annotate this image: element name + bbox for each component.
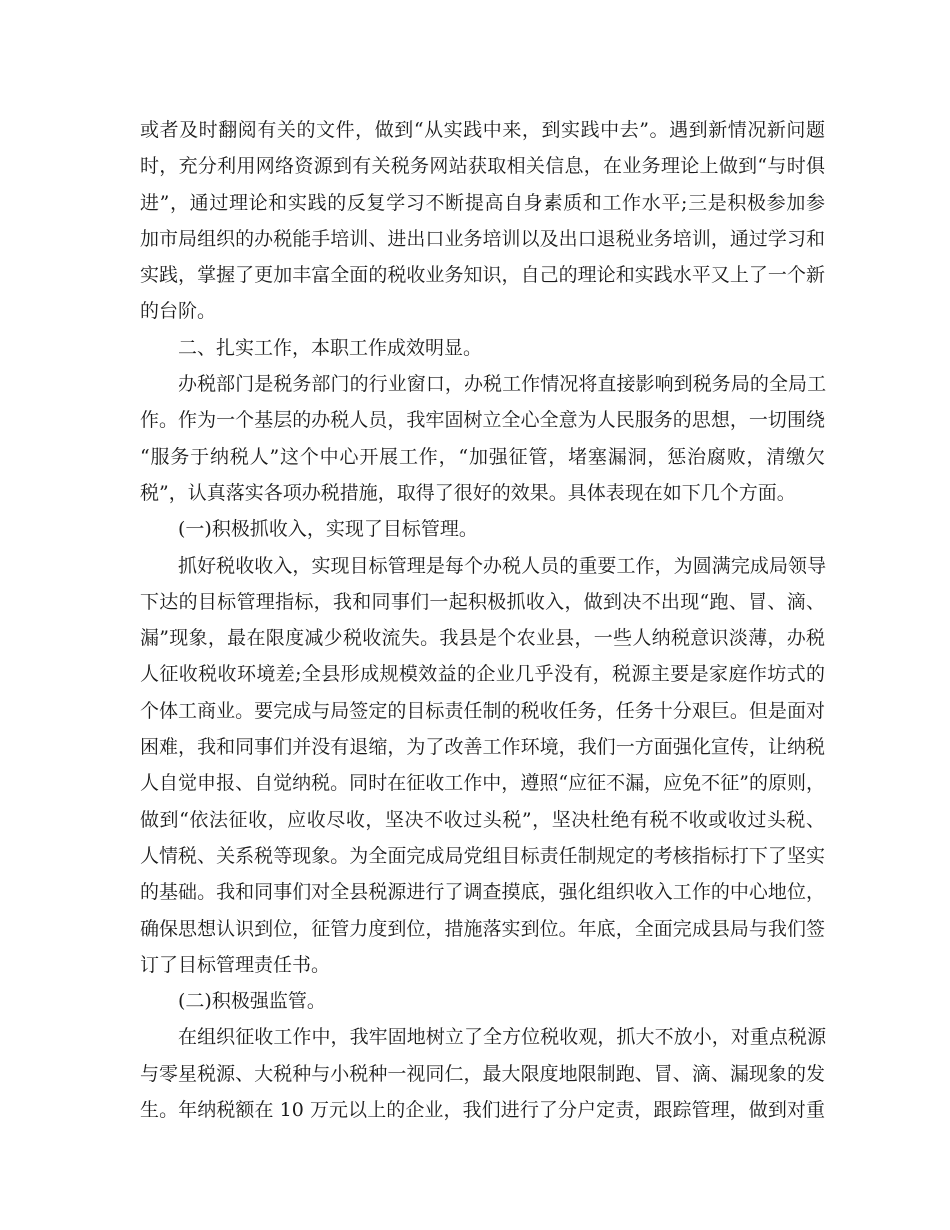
text-line: 时，充分利用网络资源到有关税务网站获取相关信息，在业务理论上做到“与时俱 xyxy=(140,155,825,178)
text-line: 困难，我和同事们并没有退缩，为了改善工作环境，我们一方面强化宣传，让纳税 xyxy=(140,736,825,759)
text-line: 人征收税收环境差;全县形成规模效益的企业几乎没有，税源主要是家庭作坊式的 xyxy=(140,663,825,686)
text-line: 订了目标管理责任书。 xyxy=(140,953,331,976)
text-line: 作。作为一个基层的办税人员，我牢固树立全心全意为人民服务的思想，一切围绕 xyxy=(140,409,825,432)
text-line: 税”，认真落实各项办税措施，取得了很好的效果。具体表现在如下几个方面。 xyxy=(140,481,796,504)
document-body xyxy=(140,112,825,1128)
text-line: 加市局组织的办税能手培训、进出口业务培训以及出口退税业务培训，通过学习和 xyxy=(140,227,825,250)
text-line: 抓好税收收入，实现目标管理是每个办税人员的重要工作，为圆满完成局领导 xyxy=(178,554,825,577)
text-line: 漏”现象，最在限度减少税收流失。我县是个农业县，一些人纳税意识淡薄，办税 xyxy=(140,627,825,650)
text-line: 办税部门是税务部门的行业窗口，办税工作情况将直接影响到税务局的全局工 xyxy=(178,373,825,396)
text-line: 进”，通过理论和实践的反复学习不断提高自身素质和工作水平;三是积极参加参 xyxy=(140,191,825,214)
text-line: 的台阶。 xyxy=(140,300,217,323)
text-line: 下达的目标管理指标，我和同事们一起积极抓收入，做到决不出现“跑、冒、滴、 xyxy=(140,590,825,613)
text-line: 实践，掌握了更加丰富全面的税收业务知识，自己的理论和实践水平又上了一个新 xyxy=(140,264,825,287)
text-line: (二)积极强监管。 xyxy=(178,990,326,1013)
text-line: 确保思想认识到位，征管力度到位，措施落实到位。年底，全面完成县局与我们签 xyxy=(140,917,825,940)
text-line: 生。年纳税额在 10 万元以上的企业，我们进行了分户定责，跟踪管理，做到对重 xyxy=(140,1099,825,1122)
text-line: 二、扎实工作，本职工作成效明显。 xyxy=(178,336,483,359)
text-line: “服务于纳税人”这个中心开展工作，“加强征管，堵塞漏洞，惩治腐败，清缴欠 xyxy=(140,445,825,468)
text-line: (一)积极抓收入，实现了目标管理。 xyxy=(178,518,478,541)
text-line: 的基础。我和同事们对全县税源进行了调查摸底，强化组织收入工作的中心地位， xyxy=(140,881,825,904)
text-line: 或者及时翻阅有关的文件，做到“从实践中来，到实践中去”。遇到新情况新问题 xyxy=(140,119,825,141)
text-line: 人自觉申报、自觉纳税。同时在征收工作中，遵照“应征不漏，应免不征”的原则， xyxy=(140,772,825,795)
text-line: 与零星税源、大税种与小税种一视同仁，最大限度地限制跑、冒、滴、漏现象的发 xyxy=(140,1062,825,1085)
text-line: 人情税、关系税等现象。为全面完成局党组目标责任制规定的考核指标打下了坚实 xyxy=(140,844,825,867)
text-line: 个体工商业。要完成与局签定的目标责任制的税收任务，任务十分艰巨。但是面对 xyxy=(140,699,825,722)
text-line: 做到“依法征收，应收尽收，坚决不收过头税”，坚决杜绝有税不收或收过头税、 xyxy=(140,808,825,831)
text-line: 在组织征收工作中，我牢固地树立了全方位税收观，抓大不放小，对重点税源 xyxy=(178,1026,825,1049)
